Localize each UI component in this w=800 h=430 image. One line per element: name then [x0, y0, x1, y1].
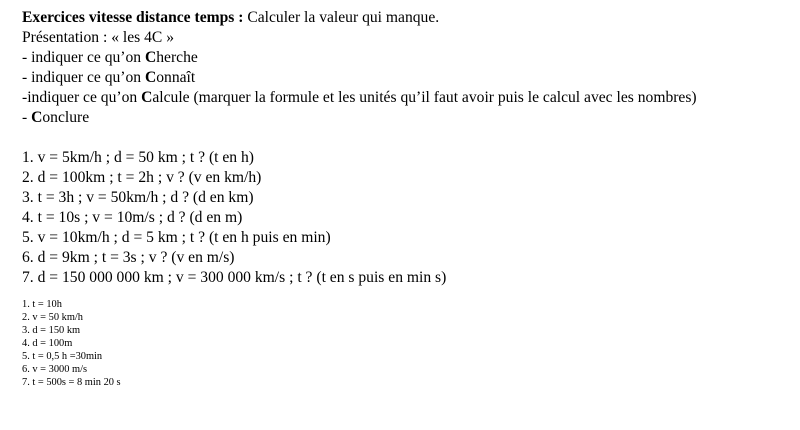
presentation-item — [22, 48, 792, 68]
document-title — [22, 8, 792, 28]
exercise-item: 2. d = 100km ; t = 2h ; v ? (v en km/h) — [22, 169, 262, 186]
answer-item: 3. d = 150 km — [22, 325, 81, 336]
presentation-item — [22, 108, 792, 128]
title-rest-text: Calculer la valeur qui manque. — [243, 9, 440, 26]
exercise-item: 1. v = 5km/h ; d = 50 km ; t ? (t en h) — [22, 149, 254, 166]
exercise-item: 3. t = 3h ; v = 50km/h ; d ? (d en km) — [22, 189, 254, 206]
item-bold-letter: C — [141, 89, 153, 106]
answer-list — [22, 298, 792, 389]
answer-item: 4. d = 100m — [22, 338, 73, 349]
exercise-list — [22, 148, 792, 288]
answer-item: 6. v = 3000 m/s — [22, 364, 88, 375]
answer-item: 5. t = 0,5 h =30min — [22, 351, 103, 362]
item-prefix: -indiquer ce qu’on — [22, 89, 142, 106]
presentation-label: Présentation : « les 4C » — [22, 29, 175, 46]
item-bold-letter: C — [31, 109, 43, 126]
item-rest: onnaît — [156, 69, 196, 86]
document-page — [22, 8, 792, 389]
item-prefix: - — [22, 109, 32, 126]
exercise-item: 7. d = 150 000 000 km ; v = 300 000 km/s ; t ? (t en s puis en min s) — [22, 269, 447, 286]
exercise-item: 4. t = 10s ; v = 10m/s ; d ? (d en m) — [22, 209, 243, 226]
item-rest: herche — [156, 49, 198, 66]
answer-item: 1. t = 10h — [22, 299, 62, 310]
item-rest: onclure — [42, 109, 90, 126]
answer-item: 7. t = 500s = 8 min 20 s — [22, 377, 121, 388]
presentation-item — [22, 88, 792, 108]
exercise-item: 6. d = 9km ; t = 3s ; v ? (v en m/s) — [22, 249, 235, 266]
item-prefix: - indiquer ce qu’on — [22, 49, 145, 66]
item-rest: alcule (marquer la formule et les unités qu’il faut avoir puis le calcul avec les nombres) — [152, 89, 697, 106]
item-bold-letter: C — [144, 69, 157, 86]
spacer — [22, 128, 792, 148]
answer-item: 2. v = 50 km/h — [22, 312, 83, 323]
presentation-item — [22, 68, 792, 88]
exercise-item: 5. v = 10km/h ; d = 5 km ; t ? (t en h puis en min) — [22, 229, 331, 246]
item-prefix: - indiquer ce qu’on — [22, 69, 145, 86]
title-bold-text: Exercices vitesse distance temps : — [22, 9, 244, 26]
item-bold-letter: C — [144, 49, 157, 66]
